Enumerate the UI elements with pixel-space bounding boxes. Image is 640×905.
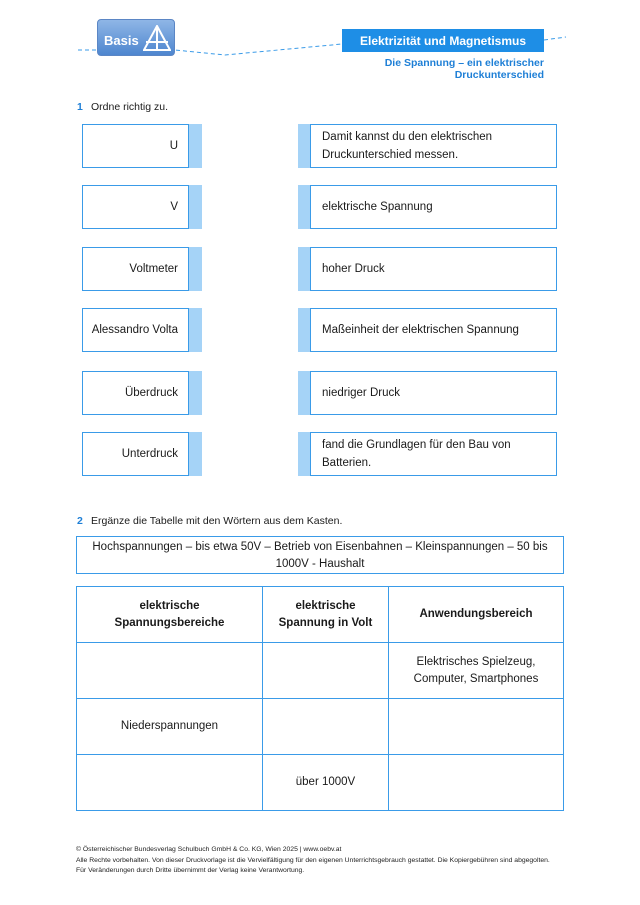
footer-rights: Alle Rechte vorbehalten. Von dieser Druckvorlage ist die Vervielfältigung für den eigenen Unterrichtsgebrauch gestattet. Die Kopiergebühren sind abgegolten. (76, 856, 550, 864)
table-cell[interactable] (389, 699, 564, 755)
match-right-line: Druckunterschied messen. (322, 149, 459, 161)
match-right-line: fand die Grundlagen für den Bau von (322, 439, 511, 451)
word-box: Hochspannungen – bis etwa 50V – Betrieb von Eisenbahnen – Kleinspannungen – 50 bis 1000V - Haushalt (76, 536, 564, 574)
table-cell[interactable] (389, 755, 564, 811)
match-right-text (322, 198, 433, 216)
worksheet-subtitle: Die Spannung – ein elektrischer Druckunterschied (384, 57, 544, 81)
match-left-connector[interactable] (189, 185, 202, 229)
table-cell: Elektrisches Spielzeug, Computer, Smartphones (389, 643, 564, 699)
footer (76, 845, 550, 877)
voltage-table (76, 586, 564, 811)
task2-heading (77, 515, 342, 527)
match-right-text (322, 260, 385, 278)
match-left-item[interactable]: Alessandro Volta (82, 308, 189, 352)
match-left-connector[interactable] (189, 308, 202, 352)
task1-heading (77, 101, 168, 113)
table-cell[interactable] (263, 643, 389, 699)
match-right-item[interactable] (310, 124, 557, 168)
match-left-item[interactable]: V (82, 185, 189, 229)
table-row (77, 755, 564, 811)
table-cell[interactable] (263, 699, 389, 755)
header-cell-application: Anwendungsbereich (389, 587, 564, 643)
table-header-row (77, 587, 564, 643)
match-left-connector[interactable] (189, 371, 202, 415)
task2-instruction: Ergänze die Tabelle mit den Wörtern aus dem Kasten. (91, 515, 343, 527)
match-left-item[interactable]: Voltmeter (82, 247, 189, 291)
match-right-line: hoher Druck (322, 263, 385, 275)
task2-number: 2 (77, 515, 83, 527)
match-left-connector[interactable] (189, 432, 202, 476)
table-cell: Niederspannungen (77, 699, 263, 755)
match-right-text (322, 384, 400, 402)
match-right-line: niedriger Druck (322, 387, 400, 399)
table-cell[interactable] (77, 643, 263, 699)
basis-logo (97, 19, 175, 56)
match-right-item[interactable] (310, 308, 557, 352)
header-cell-ranges: elektrische Spannungsbereiche (77, 587, 263, 643)
match-right-line: Maßeinheit der elektrischen Spannung (322, 324, 519, 336)
match-right-line: elektrische Spannung (322, 201, 433, 213)
table-cell[interactable] (77, 755, 263, 811)
table-row (77, 643, 564, 699)
footer-copyright: © Österreichischer Bundesverlag Schulbuch GmbH & Co. KG, Wien 2025 | www.oebv.at (76, 846, 342, 853)
table-row (77, 699, 564, 755)
match-left-connector[interactable] (189, 247, 202, 291)
match-right-text (322, 436, 511, 472)
task1-instruction: Ordne richtig zu. (91, 101, 169, 113)
match-right-text (322, 321, 519, 339)
task1-number: 1 (77, 101, 83, 113)
match-left-item[interactable]: U (82, 124, 189, 168)
triangle-logo-icon (143, 25, 171, 51)
match-left-item[interactable]: Überdruck (82, 371, 189, 415)
match-right-line: Damit kannst du den elektrischen (322, 131, 493, 143)
table-cell: über 1000V (263, 755, 389, 811)
match-left-connector[interactable] (189, 124, 202, 168)
chapter-title: Elektrizität und Magnetismus (342, 29, 544, 52)
match-right-item[interactable] (310, 247, 557, 291)
match-right-text (322, 128, 492, 164)
match-left-item[interactable]: Unterdruck (82, 432, 189, 476)
footer-disclaimer: Für Veränderungen durch Dritte übernimmt der Verlag keine Verantwortung. (76, 867, 305, 874)
match-right-item[interactable] (310, 371, 557, 415)
match-right-item[interactable] (310, 432, 557, 476)
match-right-line: Batterien. (322, 457, 372, 469)
match-right-item[interactable] (310, 185, 557, 229)
header-cell-volt: elektrische Spannung in Volt (263, 587, 389, 643)
logo-text: Basis (104, 33, 139, 48)
